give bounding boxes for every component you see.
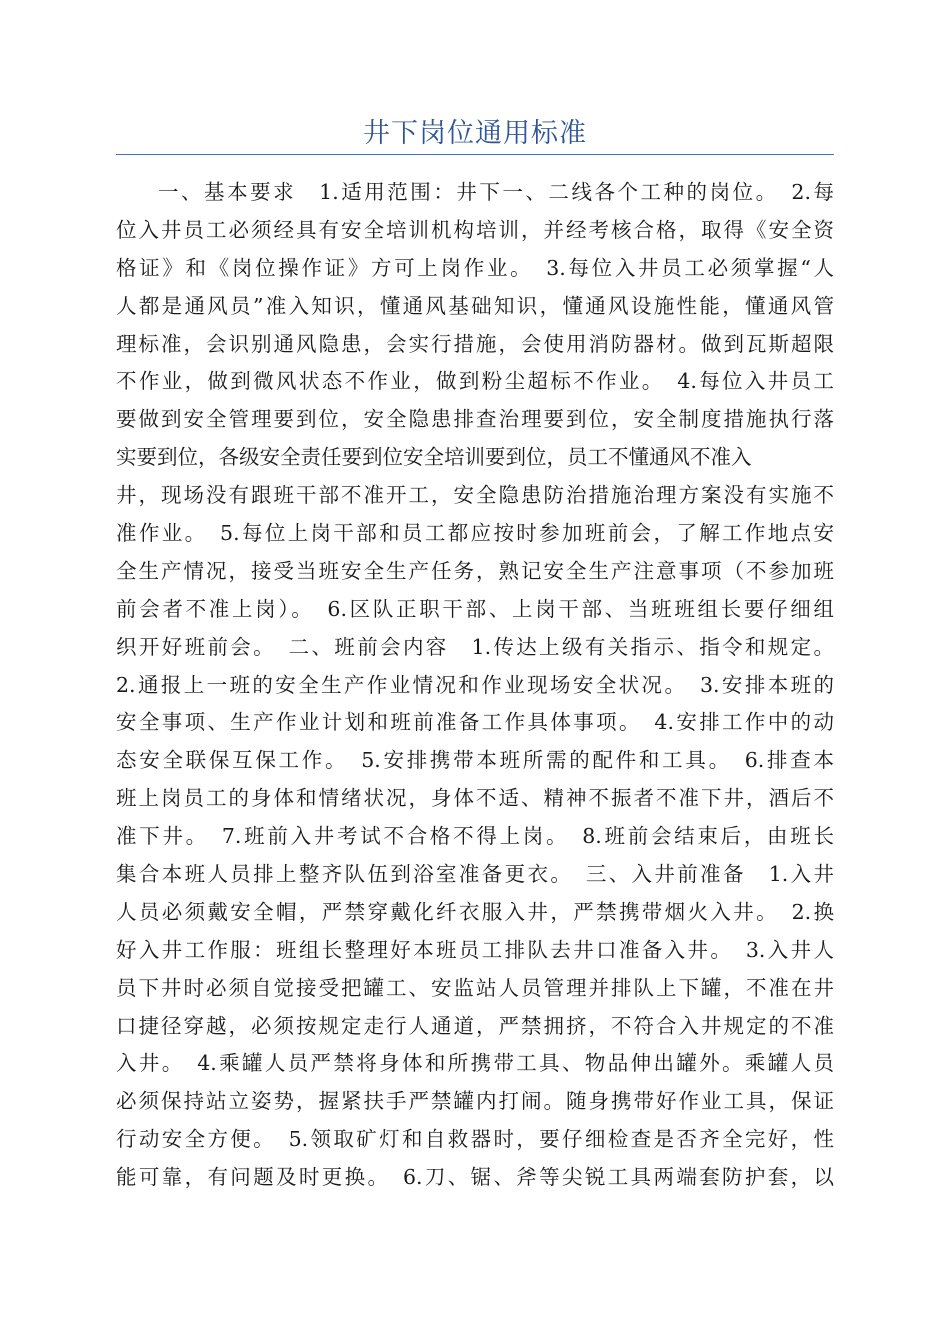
body-line: 理标准，会识别通风隐患，会实行措施，会使用消防器材。做到瓦斯超限	[116, 331, 834, 356]
document-body	[116, 174, 834, 1197]
body-line: 不作业，做到微风状态不作业，做到粉尘超标不作业。 4.每位入井员工	[116, 369, 834, 394]
body-line: 一、基本要求 1.适用范围：井下一、二线各个工种的岗位。 2.每	[158, 180, 834, 204]
body-line: 好入井工作服：班组长整理好本班员工排队去井口准备入井。 3.入井人	[116, 937, 834, 962]
body-line: 人都是通风员”准入知识，懂通风基础知识，懂通风设施性能，懂通风管	[116, 293, 834, 318]
body-line: 前会者不准上岗）。 6.区队正职干部、上岗干部、当班班组长要仔细组	[116, 596, 834, 621]
body-line: 集合本班人员排上整齐队伍到浴室准备更衣。 三、入井前准备 1.入井	[116, 862, 834, 887]
body-line: 准作业。 5.每位上岗干部和员工都应按时参加班前会，了解工作地点安	[116, 521, 834, 546]
body-line: 入井。 4.乘罐人员严禁将身体和所携带工具、物品伸出罐外。乘罐人员	[116, 1051, 834, 1076]
body-line: 位入井员工必须经具有安全培训机构培训，并经考核合格，取得《安全资	[116, 217, 834, 242]
body-line: 态安全联保互保工作。 5.安排携带本班所需的配件和工具。 6.排查本	[116, 748, 834, 773]
body-line: 要做到安全管理要到位，安全隐患排查治理要到位，安全制度措施执行落	[116, 407, 834, 432]
title-underline	[116, 154, 834, 155]
body-line: 班上岗员工的身体和情绪状况，身体不适、精神不振者不准下井，酒后不	[116, 786, 834, 811]
body-line: 口捷径穿越，必须按规定走行人通道，严禁拥挤，不符合入井规定的不准	[116, 1013, 834, 1038]
body-line: 能可靠，有问题及时更换。 6.刀、锯、斧等尖锐工具两端套防护套，以	[116, 1165, 834, 1190]
body-line: 安全事项、生产作业计划和班前准备工作具体事项。 4.安排工作中的动	[116, 710, 834, 735]
body-line: 实要到位，各级安全责任要到位安全培训要到位，员工不懂通风不准入	[116, 445, 752, 470]
body-line: 必须保持站立姿势，握紧扶手严禁罐内打闹。随身携带好作业工具，保证	[116, 1089, 834, 1114]
body-line: 织开好班前会。 二、班前会内容 1.传达上级有关指示、指令和规定。	[116, 634, 834, 659]
body-line: 全生产情况，接受当班安全生产任务，熟记安全生产注意事项（不参加班	[116, 558, 834, 583]
body-line: 格证》和《岗位操作证》方可上岗作业。 3.每位入井员工必须掌握“人	[116, 255, 834, 280]
body-line: 行动安全方便。 5.领取矿灯和自救器时，要仔细检查是否齐全完好，性	[116, 1127, 834, 1152]
body-line: 井，现场没有跟班干部不准开工，安全隐患防治措施治理方案没有实施不	[116, 483, 834, 508]
body-line: 2.通报上一班的安全生产作业情况和作业现场安全状况。 3.安排本班的	[116, 672, 834, 697]
body-line: 准下井。 7.班前入井考试不合格不得上岗。 8.班前会结束后，由班长	[116, 824, 834, 849]
body-line: 人员必须戴安全帽，严禁穿戴化纤衣服入井，严禁携带烟火入井。 2.换	[116, 899, 834, 924]
body-line: 员下井时必须自觉接受把罐工、安监站人员管理并排队上下罐，不准在井	[116, 975, 834, 1000]
document-title: 井下岗位通用标准	[363, 118, 587, 149]
